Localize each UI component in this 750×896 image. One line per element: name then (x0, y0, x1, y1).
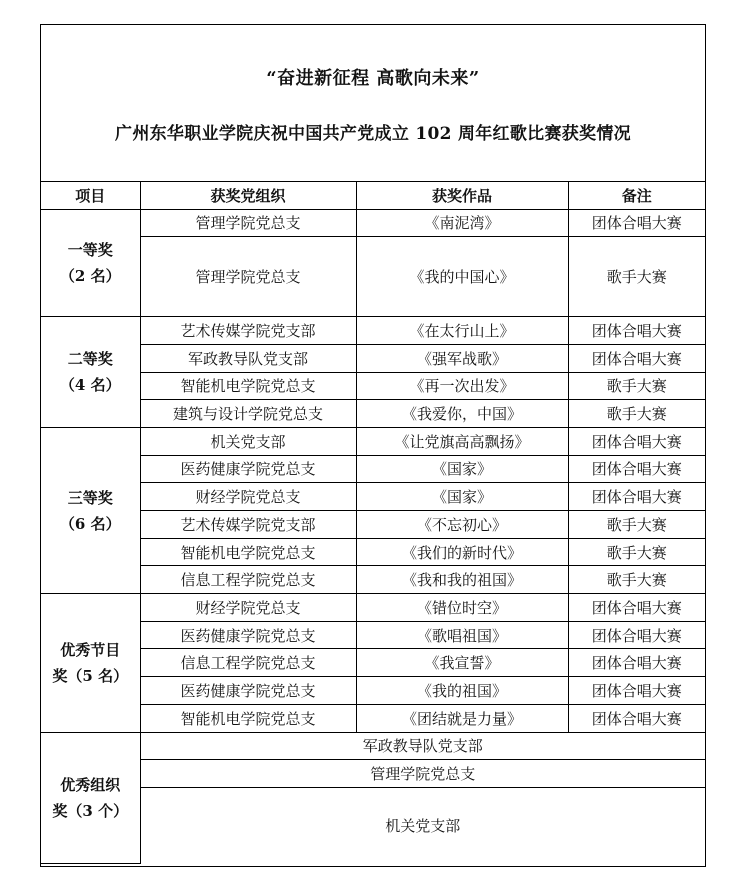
table-row (41, 317, 705, 345)
table-row (41, 704, 705, 732)
table-row (41, 511, 705, 539)
cell-work: 《歌唱祖国》 (356, 621, 568, 649)
table-header-row (41, 182, 705, 209)
cell-work: 《团结就是力量》 (356, 704, 568, 732)
document-title-slogan: “奋进新征程 高歌向未来” (266, 68, 480, 89)
table-row (41, 538, 705, 566)
column-header-organization: 获奖党组织 (140, 182, 356, 209)
cell-organization: 财经学院党总支 (140, 594, 356, 622)
cell-organization: 建筑与设计学院党总支 (140, 400, 356, 428)
cell-note: 团体合唱大赛 (568, 621, 705, 649)
cell-organization: 财经学院党总支 (140, 483, 356, 511)
column-header-work: 获奖作品 (356, 182, 568, 209)
cell-work: 《我宣誓》 (356, 649, 568, 677)
cell-organization: 信息工程学院党总支 (140, 649, 356, 677)
cell-note: 团体合唱大赛 (568, 594, 705, 622)
column-header-note: 备注 (568, 182, 705, 209)
cell-work: 《再一次出发》 (356, 372, 568, 400)
cell-work: 《错位时空》 (356, 594, 568, 622)
table-row (41, 760, 705, 788)
cell-organization: 机关党支部 (140, 427, 356, 455)
cell-note: 歌手大赛 (568, 511, 705, 539)
cell-note: 歌手大赛 (568, 372, 705, 400)
cell-work: 《国家》 (356, 483, 568, 511)
cell-note: 团体合唱大赛 (568, 317, 705, 345)
cell-organization: 管理学院党总支 (140, 209, 356, 237)
table-row (41, 787, 705, 863)
table-row (41, 427, 705, 455)
table-row (41, 621, 705, 649)
cell-work: 《我爱你，中国》 (356, 400, 568, 428)
cell-organization: 艺术传媒学院党支部 (140, 511, 356, 539)
cell-work: 《我和我的祖国》 (356, 566, 568, 594)
cell-note: 歌手大赛 (568, 538, 705, 566)
cell-organization: 智能机电学院党总支 (140, 372, 356, 400)
award-category-second: 二等奖 （4 名） (41, 317, 140, 428)
cell-work: 《南泥湾》 (356, 209, 568, 237)
table-row (41, 455, 705, 483)
cell-organization: 信息工程学院党总支 (140, 566, 356, 594)
table-row (41, 483, 705, 511)
awards-table (41, 182, 705, 864)
title-area (41, 25, 705, 182)
award-category-third: 三等奖 （6 名） (41, 427, 140, 593)
table-row (41, 209, 705, 237)
cell-work: 《在太行山上》 (356, 317, 568, 345)
cell-work: 《国家》 (356, 455, 568, 483)
table-row (41, 372, 705, 400)
cell-work: 《强军战歌》 (356, 344, 568, 372)
cell-organization: 管理学院党总支 (140, 760, 705, 788)
cell-note: 团体合唱大赛 (568, 677, 705, 705)
table-row (41, 566, 705, 594)
cell-note: 歌手大赛 (568, 566, 705, 594)
cell-organization: 智能机电学院党总支 (140, 704, 356, 732)
cell-work: 《我的祖国》 (356, 677, 568, 705)
cell-organization: 医药健康学院党总支 (140, 455, 356, 483)
cell-organization: 医药健康学院党总支 (140, 677, 356, 705)
table-row (41, 732, 705, 760)
cell-work: 《我们的新时代》 (356, 538, 568, 566)
award-category-excellent-organization: 优秀组织 奖（3 个） (41, 732, 140, 863)
table-row (41, 344, 705, 372)
cell-note: 团体合唱大赛 (568, 704, 705, 732)
cell-organization: 管理学院党总支 (140, 237, 356, 317)
table-row (41, 237, 705, 317)
cell-organization: 医药健康学院党总支 (140, 621, 356, 649)
cell-note: 团体合唱大赛 (568, 344, 705, 372)
cell-work: 《让党旗高高飘扬》 (356, 427, 568, 455)
cell-organization: 智能机电学院党总支 (140, 538, 356, 566)
cell-organization: 军政教导队党支部 (140, 344, 356, 372)
cell-organization: 艺术传媒学院党支部 (140, 317, 356, 345)
cell-work: 《不忘初心》 (356, 511, 568, 539)
document-title: 广州东华职业学院庆祝中国共产党成立 102 周年红歌比赛获奖情况 (115, 124, 631, 144)
cell-note: 团体合唱大赛 (568, 427, 705, 455)
cell-note: 团体合唱大赛 (568, 209, 705, 237)
cell-note: 歌手大赛 (568, 400, 705, 428)
table-row (41, 677, 705, 705)
cell-note: 团体合唱大赛 (568, 483, 705, 511)
document-frame (40, 24, 706, 867)
cell-work: 《我的中国心》 (356, 237, 568, 317)
column-header-category: 项目 (41, 182, 140, 209)
cell-organization: 机关党支部 (140, 787, 705, 863)
cell-note: 团体合唱大赛 (568, 649, 705, 677)
cell-organization: 军政教导队党支部 (140, 732, 705, 760)
award-category-first: 一等奖 （2 名） (41, 209, 140, 317)
table-row (41, 594, 705, 622)
table-row (41, 400, 705, 428)
table-row (41, 649, 705, 677)
award-category-excellent-program: 优秀节目 奖（5 名） (41, 594, 140, 732)
cell-note: 歌手大赛 (568, 237, 705, 317)
cell-note: 团体合唱大赛 (568, 455, 705, 483)
